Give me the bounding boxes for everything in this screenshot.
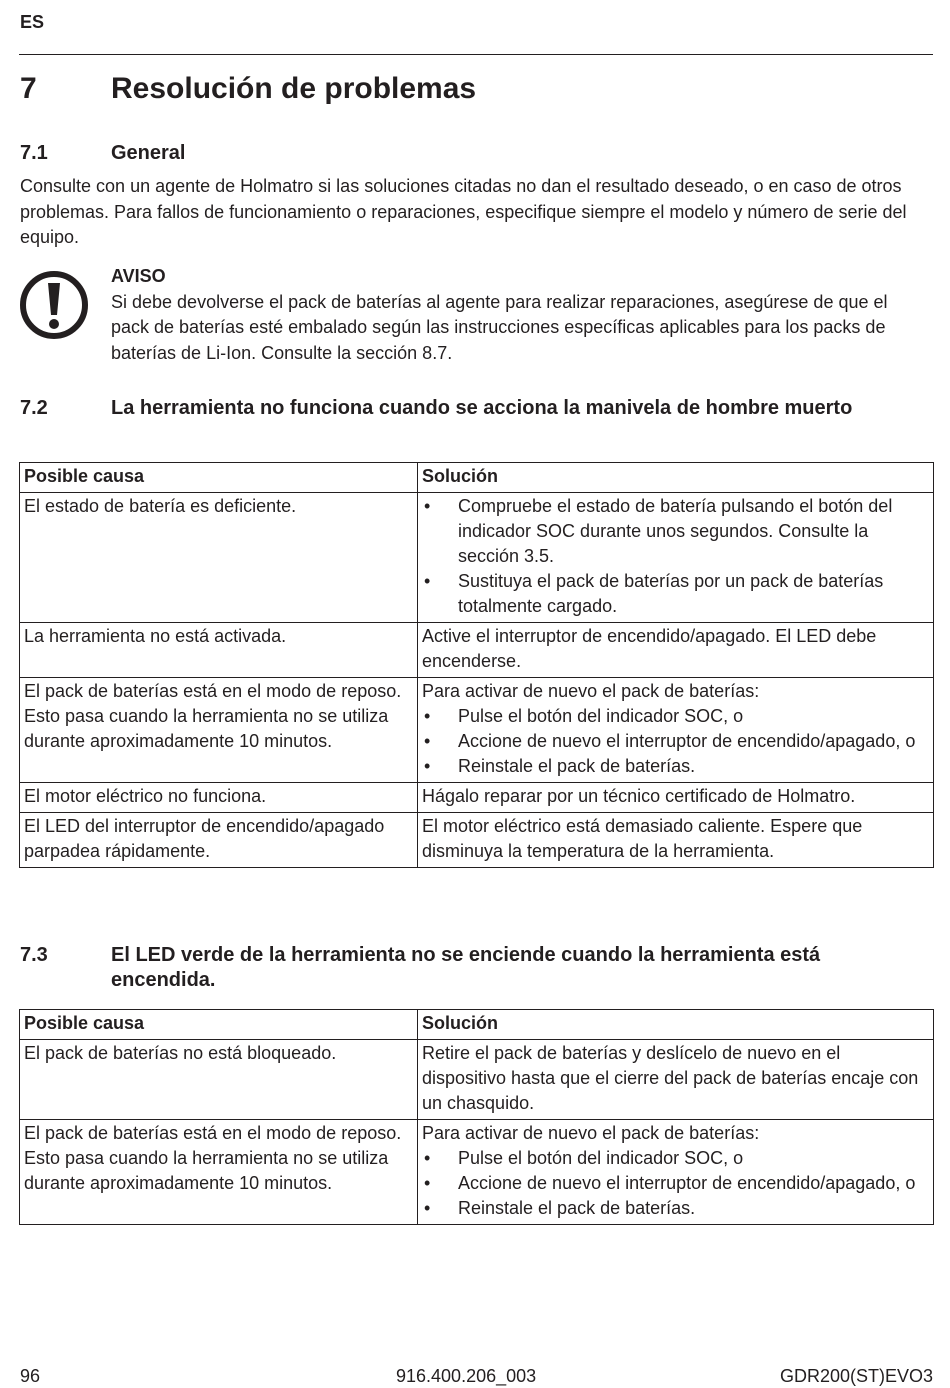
solution-cell — [418, 493, 934, 623]
list-item: • Reinstale el pack de baterías. — [422, 754, 928, 779]
section-number: 7.3 — [20, 944, 48, 966]
solution-list — [422, 1146, 928, 1221]
table-row — [20, 493, 934, 623]
table-row — [20, 678, 934, 783]
table-header-row — [20, 463, 934, 493]
column-header-solution: Solución — [418, 1010, 934, 1040]
notice-text: Si debe devolverse el pack de baterías al agente para realizar reparaciones, asegúrese de que el pack de baterías esté embalado según las instrucciones específicas aplicables para los packs de baterías de Li-Ion. Consulte la sección 8.7. — [111, 291, 888, 363]
list-item: • Sustituya el pack de baterías por un pack de baterías totalmente cargado. — [422, 569, 928, 619]
cause-cell: El motor eléctrico no funciona. — [20, 783, 418, 813]
cause-cell: El estado de batería es deficiente. — [20, 493, 418, 623]
chapter-title: Resolución de problemas — [111, 72, 477, 105]
list-item: • Compruebe el estado de batería pulsando el botón del indicador SOC durante unos segundos. Consulte la sección 3.5. — [422, 494, 928, 569]
section-number: 7.1 — [20, 142, 48, 164]
solution-intro: Para activar de nuevo el pack de baterías: — [422, 1123, 760, 1143]
solution-list — [422, 704, 928, 779]
solution-cell — [418, 678, 934, 783]
cause-cell: El pack de baterías está en el modo de reposo. Esto pasa cuando la herramienta no se utiliza durante aproximadamente 10 minutos. — [20, 678, 418, 783]
section-title: La herramienta no funciona cuando se acciona la manivela de hombre muerto — [111, 397, 853, 419]
table-row — [20, 623, 934, 678]
solution-cell: Active el interruptor de encendido/apagado. El LED debe encenderse. — [418, 623, 934, 678]
list-item: • Pulse el botón del indicador SOC, o — [422, 704, 928, 729]
section-heading-7-1 — [20, 141, 921, 166]
solution-cell: El motor eléctrico está demasiado caliente. Espere que disminuya la temperatura de la herramienta. — [418, 813, 934, 868]
solution-cell: Hágalo reparar por un técnico certificado de Holmatro. — [418, 783, 934, 813]
table-row — [20, 1120, 934, 1225]
column-header-solution: Solución — [418, 463, 934, 493]
cause-cell: La herramienta no está activada. — [20, 623, 418, 678]
section-title: El LED verde de la herramienta no se enciende cuando la herramienta está encendida. — [111, 944, 821, 991]
troubleshooting-table-7-2 — [19, 462, 934, 868]
column-header-cause: Posible causa — [20, 463, 418, 493]
page-number: 96 — [20, 1366, 41, 1386]
table-row — [20, 783, 934, 813]
model-name: GDR200(ST)EVO3 — [779, 1366, 933, 1386]
section-number: 7.2 — [20, 397, 48, 419]
section-heading-7-3 — [20, 943, 921, 993]
language-code: ES — [20, 12, 45, 32]
notice-title: AVISO — [111, 266, 166, 286]
solution-cell: Retire el pack de baterías y deslícelo de nuevo en el dispositivo hasta que el cierre del pack de baterías encaje con un chasquido. — [418, 1040, 934, 1120]
list-item: • Reinstale el pack de baterías. — [422, 1196, 928, 1221]
cause-cell: El pack de baterías está en el modo de reposo. Esto pasa cuando la herramienta no se utiliza durante aproximadamente 10 minutos. — [20, 1120, 418, 1225]
section-heading-7-2 — [20, 396, 921, 421]
table-row — [20, 813, 934, 868]
solution-cell — [418, 1120, 934, 1225]
exclamation-circle-icon — [19, 270, 89, 340]
header-divider — [19, 54, 933, 55]
list-item: • Pulse el botón del indicador SOC, o — [422, 1146, 928, 1171]
table-row — [20, 1040, 934, 1120]
cause-cell: El LED del interruptor de encendido/apagado parpadea rápidamente. — [20, 813, 418, 868]
list-item: • Accione de nuevo el interruptor de encendido/apagado, o — [422, 729, 928, 754]
troubleshooting-table-7-3 — [19, 1009, 934, 1225]
cause-cell: El pack de baterías no está bloqueado. — [20, 1040, 418, 1120]
column-header-cause: Posible causa — [20, 1010, 418, 1040]
notice-block — [111, 264, 926, 366]
list-item: • Accione de nuevo el interruptor de encendido/apagado, o — [422, 1171, 928, 1196]
table-header-row — [20, 1010, 934, 1040]
solution-list — [422, 494, 928, 619]
document-number: 916.400.206_003 — [396, 1366, 537, 1386]
section-title: General — [111, 142, 186, 164]
solution-intro: Para activar de nuevo el pack de baterías: — [422, 681, 760, 701]
chapter-number: 7 — [20, 72, 37, 105]
general-paragraph: Consulte con un agente de Holmatro si las soluciones citadas no dan el resultado deseado, o en caso de otros problemas. Para fallos de funcionamiento o reparaciones, especifique siempre el modelo y número de serie del equipo. — [20, 176, 907, 247]
